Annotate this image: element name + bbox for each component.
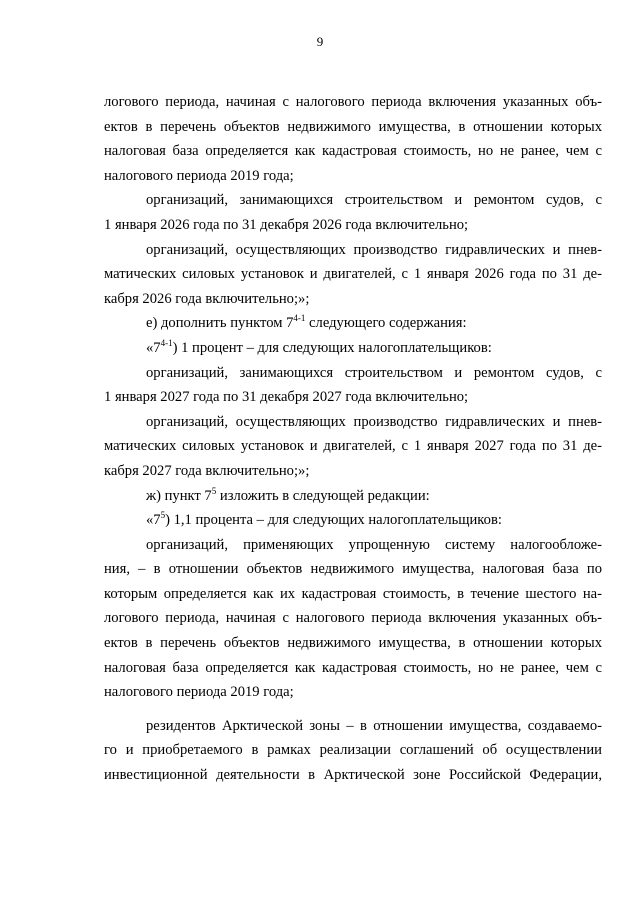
text-line — [104, 508, 602, 533]
text-line: 1 января 2027 года по 31 декабря 2027 года включительно; — [104, 389, 469, 406]
superscript: 5 — [160, 510, 166, 521]
text-line: организаций, занимающихся строительством и ремонтом судов, с — [146, 364, 602, 381]
superscript: 4-1 — [160, 337, 173, 348]
text-line: ектов в перечень объектов недвижимого имущества, в отношении которых — [104, 635, 602, 652]
text-line — [104, 336, 602, 361]
page-number: 9 — [316, 34, 324, 49]
text-run: ) 1,1 процента – для следующих налогоплательщиков: — [165, 512, 502, 529]
text-run: «7 — [146, 339, 161, 356]
superscript: 5 — [211, 485, 217, 496]
text-line: кабря 2027 года включительно;»; — [104, 462, 310, 479]
text-line: организаций, осуществляющих производство гидравлических и пнев- — [146, 241, 602, 258]
text-line: логового периода, начиная с налогового периода включения указанных объ- — [104, 610, 602, 627]
paragraph-gap — [104, 705, 602, 714]
text-line: го и приобретаемого в рамках реализации соглашений об осуществлении — [104, 742, 602, 759]
paragraph — [104, 484, 602, 509]
text-run: ж) пункт 7 — [146, 487, 212, 504]
paragraph — [104, 714, 602, 788]
text-line: резидентов Арктической зоны – в отношении имущества, создаваемо- — [146, 717, 602, 734]
text-line: кабря 2026 года включительно;»; — [104, 290, 310, 307]
paragraph — [104, 238, 602, 312]
paragraph — [104, 533, 602, 705]
text-line: логового периода, начиная с налогового периода включения указанных объ- — [104, 94, 602, 110]
document-body — [104, 90, 602, 788]
paragraph — [104, 311, 602, 336]
text-line: организаций, осуществляющих производство гидравлических и пнев- — [146, 413, 602, 430]
text-line: организаций, применяющих упрощенную систему налогообложе- — [146, 536, 602, 553]
text-line: налогового периода 2019 года; — [104, 684, 294, 701]
text-line: налоговая база определяется как кадастровая стоимость, но не ранее, чем с — [104, 659, 602, 676]
text-line: ния, – в отношении объектов недвижимого имущества, налоговая база по — [104, 561, 602, 578]
text-line: налоговая база определяется как кадастровая стоимость, но не ранее, чем с — [104, 143, 602, 160]
text-line: матических силовых установок и двигателей, с 1 января 2027 года по 31 де- — [104, 438, 602, 455]
text-line: налогового периода 2019 года; — [104, 167, 294, 184]
paragraph — [104, 410, 602, 484]
paragraph — [104, 508, 602, 533]
paragraph — [104, 188, 602, 237]
text-run: ) 1 процент – для следующих налогоплательщиков: — [172, 339, 492, 356]
superscript: 4-1 — [293, 313, 306, 324]
text-line — [104, 311, 602, 336]
paragraph — [104, 361, 602, 410]
paragraph — [104, 336, 602, 361]
text-line: организаций, занимающихся строительством и ремонтом судов, с — [146, 192, 602, 209]
text-run: е) дополнить пунктом 7 — [146, 315, 294, 332]
text-run: изложить в следующей редакции: — [216, 487, 430, 504]
text-line: инвестиционной деятельности в Арктической зоне Российской Федерации, — [104, 767, 602, 784]
text-line: которым определяется как их кадастровая стоимость, в течение шестого на- — [104, 585, 602, 602]
text-line: матических силовых установок и двигателей, с 1 января 2026 года по 31 де- — [104, 266, 602, 283]
text-run: «7 — [146, 512, 161, 529]
text-run: следующего содержания: — [305, 315, 467, 332]
text-line: 1 января 2026 года по 31 декабря 2026 года включительно; — [104, 216, 469, 233]
text-line — [104, 484, 602, 509]
paragraph — [104, 90, 602, 188]
text-line: ектов в перечень объектов недвижимого имущества, в отношении которых — [104, 118, 602, 135]
